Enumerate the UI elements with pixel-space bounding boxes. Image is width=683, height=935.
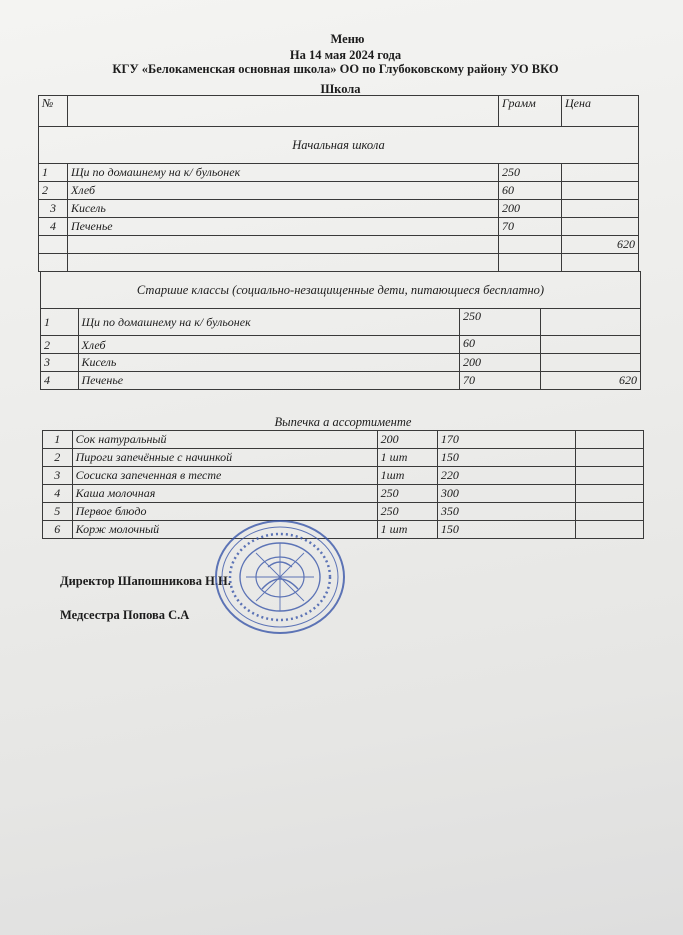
nurse-signature: Медсестра Попова С.А (60, 608, 190, 622)
dish-price: 150 (437, 449, 575, 467)
table-row: 2 Хлеб 60 (39, 182, 639, 200)
primary-total: 620 (562, 236, 639, 254)
dish-grams: 200 (377, 431, 437, 449)
dish-name: Хлеб (68, 182, 499, 200)
section-title-bakery: Выпечка а ассортименте (43, 414, 644, 431)
dish-name: Каша молочная (72, 485, 377, 503)
table-row: 6 Корж молочный 1 шт 150 (43, 521, 644, 539)
dish-grams: 1шт (377, 467, 437, 485)
table-row: 4 Печенье 70 620 (41, 372, 641, 390)
dish-price (562, 200, 639, 218)
dish-name: Корж молочный (72, 521, 377, 539)
dish-grams: 250 (459, 309, 540, 336)
table-row: 1 Щи по домашнему на к/ бульонек 250 (39, 164, 639, 182)
dish-grams: 200 (499, 200, 562, 218)
dish-name: Щи по домашнему на к/ бульонек (78, 309, 459, 336)
table-row: 4 Печенье 70 (39, 218, 639, 236)
dish-name: Кисель (78, 354, 459, 372)
dish-name: Кисель (68, 200, 499, 218)
dish-price (541, 336, 641, 354)
dish-price: 350 (437, 503, 575, 521)
dish-name: Сосиска запеченная в тесте (72, 467, 377, 485)
dish-price: 300 (437, 485, 575, 503)
school-seal-icon (212, 517, 348, 635)
dish-price (541, 354, 641, 372)
senior-menu-table (40, 271, 641, 390)
dish-price (541, 309, 641, 336)
section-title-senior: Старшие классы (социально-незащищенные дети, питающиеся бесплатно) (41, 272, 641, 309)
column-price-header: Цена (562, 96, 639, 127)
dish-grams: 250 (377, 485, 437, 503)
table-row: 1 Сок натуральный 200 170 (43, 431, 644, 449)
dish-price: 220 (437, 467, 575, 485)
dish-price (562, 182, 639, 200)
dish-price: 150 (437, 521, 575, 539)
dish-grams: 70 (499, 218, 562, 236)
dish-name: Первое блюдо (72, 503, 377, 521)
school-label: Школа (320, 82, 361, 96)
table-row: 5 Первое блюдо 250 350 (43, 503, 644, 521)
table-header-row (39, 96, 639, 127)
dish-grams: 70 (459, 372, 540, 390)
table-row: 3 Сосиска запеченная в тесте 1шт 220 (43, 467, 644, 485)
director-signature: Директор Шапошникова Н.Н. (60, 574, 231, 588)
dish-name: Печенье (78, 372, 459, 390)
column-grams-header: Грамм (499, 96, 562, 127)
dish-grams: 250 (377, 503, 437, 521)
dish-name: Печенье (68, 218, 499, 236)
dish-price (562, 218, 639, 236)
dish-grams: 60 (499, 182, 562, 200)
dish-grams: 200 (459, 354, 540, 372)
primary-menu-table (38, 95, 639, 272)
dish-price: 620 (541, 372, 641, 390)
dish-name: Хлеб (78, 336, 459, 354)
dish-grams: 1 шт (377, 449, 437, 467)
table-row: 2 Пироги запечённые с начинкой 1 шт 150 (43, 449, 644, 467)
table-row: 4 Каша молочная 250 300 (43, 485, 644, 503)
dish-price: 170 (437, 431, 575, 449)
dish-name: Пироги запечённые с начинкой (72, 449, 377, 467)
table-row: 3 Кисель 200 (39, 200, 639, 218)
menu-title: Меню (330, 32, 365, 46)
column-num-header: № (39, 96, 68, 127)
dish-name: Щи по домашнему на к/ бульонек (68, 164, 499, 182)
table-row: 3 Кисель 200 (41, 354, 641, 372)
table-row (39, 236, 639, 254)
table-row: 2 Хлеб 60 (41, 336, 641, 354)
dish-grams: 1 шт (377, 521, 437, 539)
section-title-primary: Начальная школа (39, 127, 639, 164)
dish-price (562, 164, 639, 182)
menu-date: На 14 мая 2024 года (289, 48, 402, 62)
table-row: 1 Щи по домашнему на к/ бульонек 250 (41, 309, 641, 336)
dish-grams: 250 (499, 164, 562, 182)
dish-name: Сок натуральный (72, 431, 377, 449)
dish-grams: 60 (459, 336, 540, 354)
school-name: КГУ «Белокаменская основная школа» ОО по Глубоковскому району УО ВКО (112, 62, 559, 76)
